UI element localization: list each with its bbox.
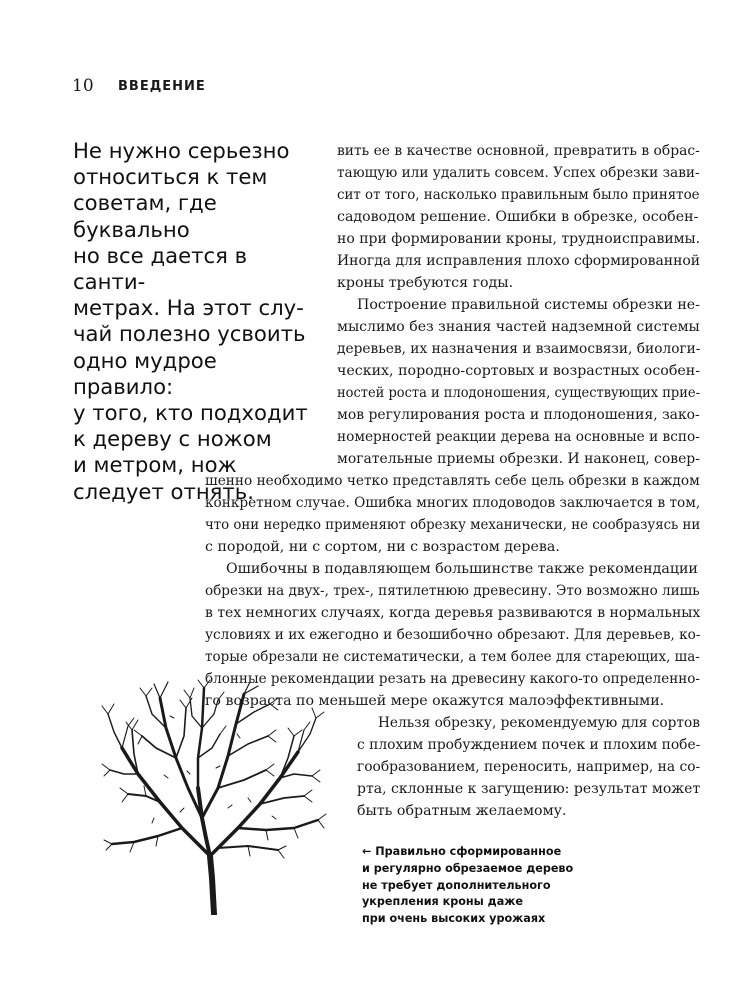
pull-quote-line: к дереву с ножом [73,426,272,452]
body-line: вить ее в качестве основной, превратить в обрас- [337,143,700,159]
pull-quote-line: следует отнять. [73,478,254,504]
body-line: обрезки на двух-, трех-, пятилетнюю древесину. Это возможно лишь [205,583,700,599]
body-line: рта, склонные к загущению: результат может [357,781,701,797]
body-line: но при формировании кроны, трудноисправимы. [337,231,701,247]
caption-line: укрепления кроны даже [362,895,523,909]
body-line: тающую или удалить совсем. Успех обрезки зави- [337,165,700,181]
body-line: го возраста по меньшей мере окажутся малоэффективными. [205,693,665,709]
body-line: быть обратным желаемому. [357,803,567,819]
caption-line: не требует дополнительного [362,878,551,892]
body-line: садоводом решение. Ошибки в обрезке, особен- [337,209,699,225]
caption-line: и регулярно обрезаемое дерево [362,861,574,875]
body-line: ческих, породно-сортовых и возрастных особен- [337,363,701,379]
section-title: ВВЕДЕНИЕ [118,79,206,94]
pull-quote-line: Не нужно серьезно [73,138,290,163]
pull-quote-line: относиться к тем [73,164,268,190]
body-line: Ошибочны в подавляющем большинстве также рекомендации [226,561,698,577]
figure-caption [362,844,592,928]
body-line: могательные приемы обрезки. И наконец, совер- [337,451,700,467]
body-line: Иногда для исправления плохо сформированной [337,253,701,269]
body-line: ностей роста и плодоношения, существующих прие- [337,385,700,401]
page-number: 10 [72,76,94,96]
body-line: условиях и их ежегодно и безошибочно обрезают. Для деревьев, ко- [205,627,701,643]
body-line: сит от того, насколько правильным было принятое [337,187,700,203]
body-line: в тех немногих случаях, когда деревья развиваются в нормальных [205,605,701,621]
pruned-tree-illustration [98,678,328,915]
body-line: блонные рекомендации резать на древесину какого-то определенно- [205,671,700,687]
body-line: шенно необходимо четко представлять себе цель обрезки в каждом [205,473,700,489]
body-line: мов регулирования роста и плодоношения, зако- [337,407,700,423]
caption-line: при очень высоких урожаях [362,912,546,926]
pull-quote-line: одно мудрое правило: [73,347,217,399]
body-line: торые обрезали не систематически, а тем более для стареющих, ша- [205,649,700,665]
body-line: кроны требуются годы. [337,275,514,291]
pull-quote-line: метрах. На этот слу- [73,295,304,321]
body-line: деревьев, их назначения и взаимосвязи, биологи- [337,341,701,357]
pull-quote-line: но все дается в санти- [73,242,248,295]
body-line: с породой, ни с сортом, ни с возрастом дерева. [205,539,560,555]
body-line: Нельзя обрезку, рекомендуемую для сортов [378,715,700,731]
pull-quote-line: чай полезно усвоить [73,321,306,347]
pull-quote [73,138,313,505]
body-line: номерностей реакции дерева на основные и вспо- [337,429,700,445]
pull-quote-line: советам, где буквально [73,190,217,242]
caption-line: ← Правильно сформированное [362,845,562,858]
pull-quote-line: у того, кто подходит [73,400,308,426]
body-line: с плохим пробуждением почек и плохим побе- [357,737,701,753]
body-line: мыслимо без знания частей надземной системы [337,319,700,335]
body-line: Построение правильной системы обрезки не- [357,297,700,313]
body-line: конкретном случае. Ошибка многих плодоводов заключается в том, [205,495,701,511]
body-line: гообразованием, переносить, например, на со- [357,759,701,775]
body-line: что они нередко применяют обрезку механически, не сообразуясь ни [205,517,701,533]
pull-quote-line: и метром, нож [73,452,237,478]
